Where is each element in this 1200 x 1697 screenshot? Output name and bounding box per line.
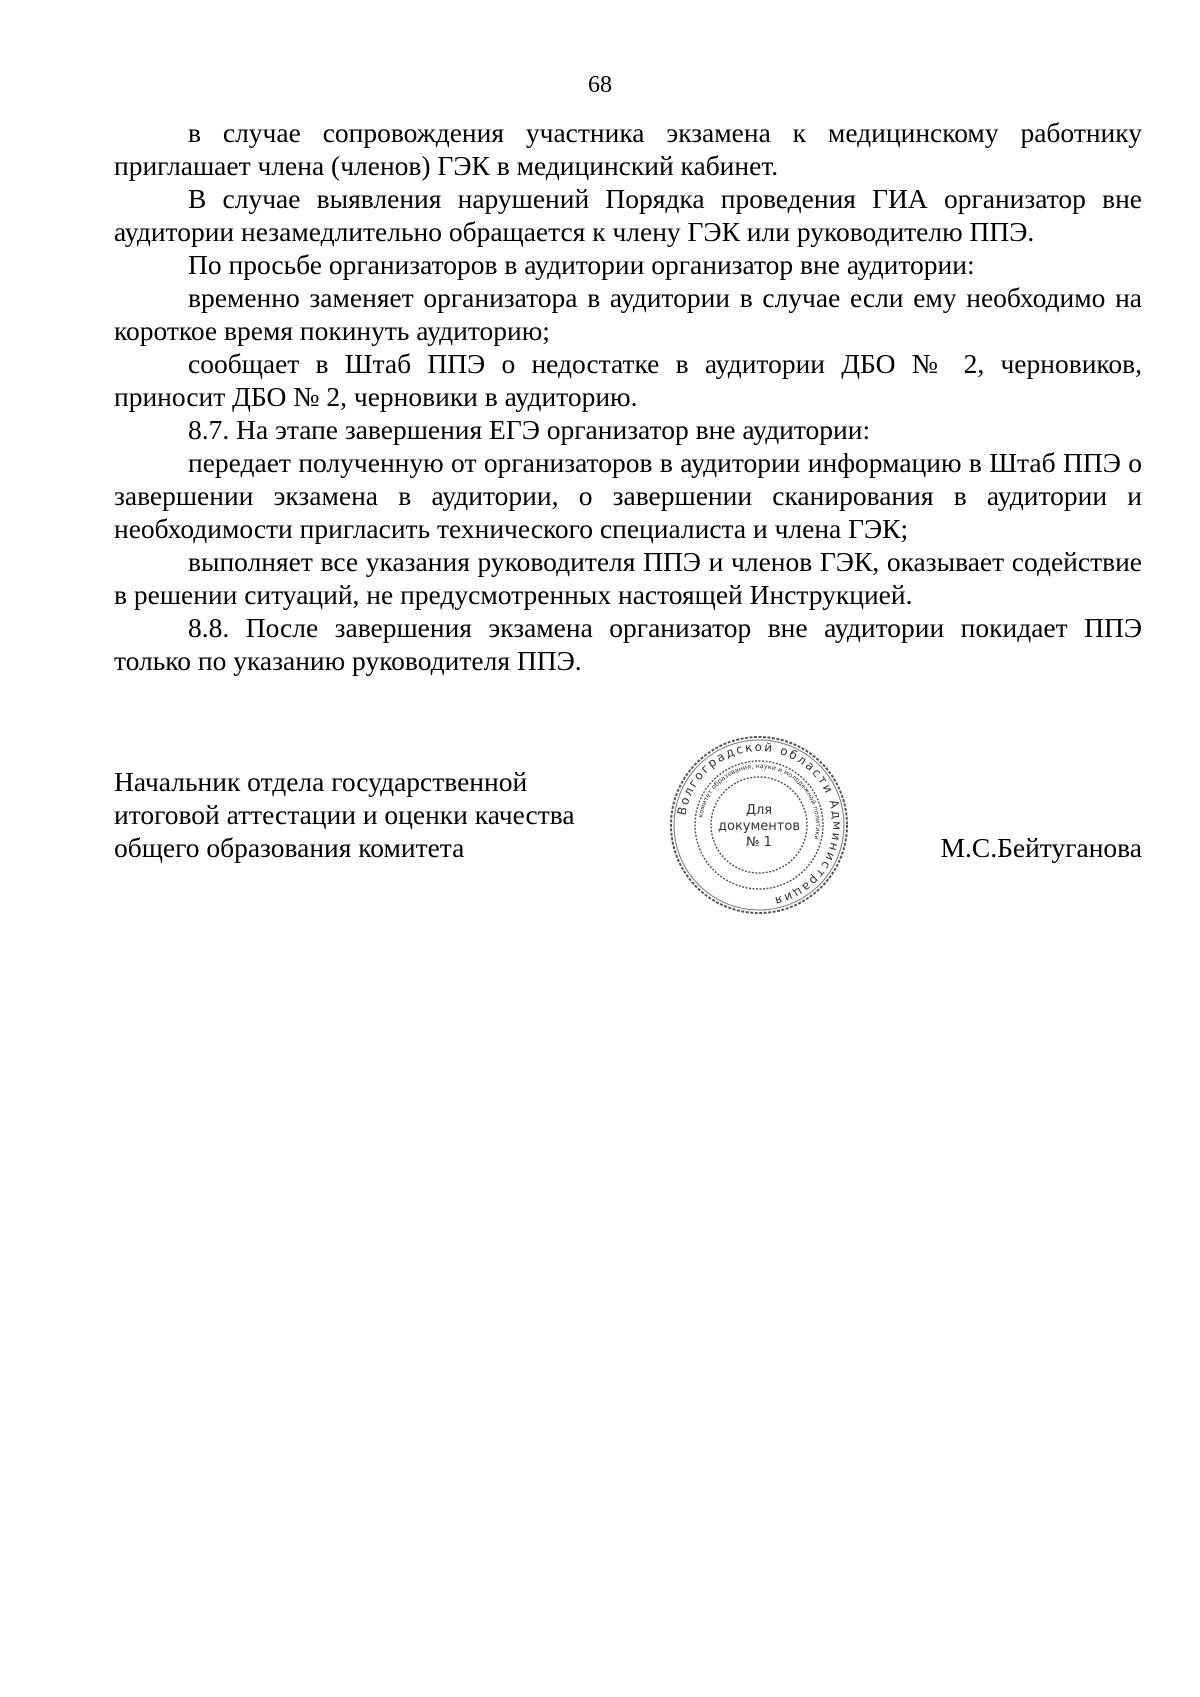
signatory-position — [114, 765, 634, 864]
body-text — [114, 116, 1142, 677]
paragraph: временно заменяет организатора в аудитории в случае если ему необходимо на короткое время покинуть аудиторию; — [114, 282, 1142, 346]
paragraph: В случае выявления нарушений Порядка проведения ГИА организатор вне аудитории незамедлительно обращается к члену ГЭК или руководителю ППЭ. — [114, 183, 1142, 247]
signatory-position-line: итоговой аттестации и оценки качества — [114, 799, 575, 830]
paragraph: выполняет все указания руководителя ППЭ и членов ГЭК, оказывает содействие в решении ситуаций, не предусмотренных настоящей Инструкцией. — [114, 546, 1142, 610]
paragraph: По просьбе организаторов в аудитории организатор вне аудитории: — [188, 249, 975, 280]
paragraph: сообщает в Штаб ППЭ о недостатке в аудитории ДБО № 2, черновиков, приносит ДБО № 2, черновики в аудиторию. — [114, 348, 1142, 412]
paragraph: 8.7. На этапе завершения ЕГЭ организатор вне аудитории: — [188, 414, 871, 445]
signatory-position-line: Начальник отдела государственной — [114, 766, 528, 797]
signatory-name: М.С.Бейтуганова — [940, 832, 1142, 863]
stamp-center-line: документов — [718, 819, 800, 834]
paragraph: в случае сопровождения участника экзамена к медицинскому работнику приглашает члена (членов) ГЭК в медицинский кабинет. — [114, 117, 1142, 181]
stamp-center-line: № 1 — [746, 835, 772, 850]
stamp-center-line: Для — [745, 803, 773, 818]
official-stamp — [659, 730, 859, 920]
signature-block — [114, 730, 1142, 930]
signatory-position-line: общего образования комитета — [114, 832, 465, 863]
page-number: 68 — [588, 72, 612, 98]
stamp-inner-text: комитет образования, науки и молодежной политики — [696, 761, 823, 841]
paragraph: передает полученную от организаторов в аудитории информацию в Штаб ППЭ о завершении экзамена в аудитории, о завершении сканирования в аудитории и необходимости пригласить технического специалиста и члена ГЭК; — [114, 447, 1142, 544]
stamp-outer-text: Волгоградской области Администрация — [674, 739, 845, 909]
paragraph: 8.8. После завершения экзамена организатор вне аудитории покидает ППЭ только по указанию руководителя ППЭ. — [114, 612, 1142, 676]
